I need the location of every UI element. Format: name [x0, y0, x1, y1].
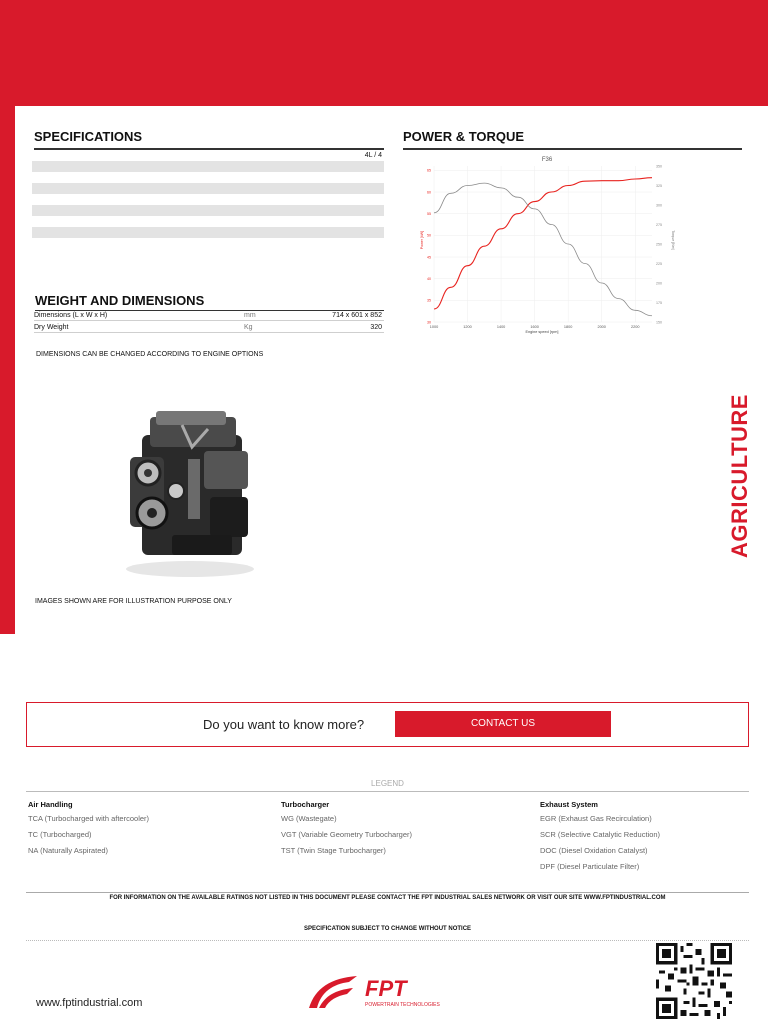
engine-image [112, 405, 262, 580]
agriculture-side-label: AGRICULTURE [727, 394, 752, 558]
legend-item: SCR (Selective Catalytic Reduction) [540, 830, 661, 839]
spec-row [32, 150, 384, 161]
dry-weight-unit: Kg [244, 324, 253, 331]
image-note: IMAGES SHOWN ARE FOR ILLUSTRATION PURPOSE ONLY [35, 598, 232, 605]
dimensions-value: 714 x 601 x 852 [332, 312, 382, 319]
y-right-tick-label: 250 [656, 242, 662, 247]
x-tick-label: 1400 [496, 325, 506, 329]
legend-heading: Air Handling [28, 800, 73, 809]
dry-weight-label: Dry Weight [34, 324, 69, 331]
legend-item: TST (Twin Stage Turbocharger) [281, 846, 386, 855]
y-left-tick-label: 35 [427, 298, 431, 303]
y-right-tick-label: 325 [656, 183, 662, 188]
legend-divider [26, 791, 749, 792]
legend-heading: Exhaust System [540, 800, 598, 809]
ratings-note: FOR INFORMATION ON THE AVAILABLE RATINGS NOT LISTED IN THIS DOCUMENT PLEASE CONTACT THE FPT INDUSTRIAL SALES NETWORK OR VISIT OUR SITE WWW.FPTINDUSTRIAL.COM [109, 895, 666, 901]
footer-dotted-divider [26, 940, 749, 941]
weight-dimensions-heading: WEIGHT AND DIMENSIONS [35, 293, 384, 311]
spec-row [32, 205, 384, 216]
y-axis-left-label: Power [kW] [420, 230, 424, 250]
y-axis-right-label: Torque [Nm] [671, 230, 675, 250]
y-right-tick-label: 150 [656, 320, 662, 325]
contact-us-button[interactable]: CONTACT US [395, 711, 611, 737]
dry-weight-row [34, 322, 384, 333]
y-left-tick-label: 60 [427, 190, 431, 195]
y-left-tick-label: 50 [427, 233, 431, 238]
footer-divider [26, 892, 749, 893]
y-right-tick-label: 350 [656, 164, 662, 169]
y-right-tick-label: 200 [656, 281, 662, 286]
spec-row [32, 161, 384, 172]
x-tick-label: 1000 [429, 325, 439, 329]
dimension-note: DIMENSIONS CAN BE CHANGED ACCORDING TO ENGINE OPTIONS [36, 351, 264, 358]
y-right-tick-label: 300 [656, 203, 662, 208]
x-tick-label: 1200 [463, 325, 472, 329]
legend-heading: Turbocharger [281, 800, 330, 809]
cta-box [26, 702, 749, 747]
y-right-tick-label: 225 [656, 261, 662, 266]
series-line-power [434, 178, 652, 309]
legend-item: DOC (Diesel Oxidation Catalyst) [540, 846, 648, 855]
series-line-torque [434, 183, 652, 316]
legend-air-handling [28, 800, 149, 862]
power-torque-heading: POWER & TORQUE [403, 129, 742, 150]
legend-item: DPF (Diesel Particulate Filter) [540, 862, 640, 871]
logo-wordmark: FPT [365, 976, 407, 1001]
spec-row [32, 216, 384, 227]
website-link[interactable]: www.fptindustrial.com [36, 997, 143, 1009]
y-right-tick-label: 275 [656, 222, 662, 227]
y-left-tick-label: 30 [427, 320, 431, 325]
spec-row [32, 172, 384, 183]
y-left-tick-label: 40 [427, 276, 431, 281]
y-right-tick-label: 175 [656, 300, 662, 305]
header-band [0, 0, 768, 106]
chart-lines [434, 178, 652, 316]
spec-row [32, 194, 384, 205]
qr-code[interactable] [656, 943, 732, 1019]
x-axis-label: Engine speed [rpm] [525, 330, 559, 334]
spec-value: 4L / 4 [364, 152, 382, 159]
dimensions-row [34, 310, 384, 321]
legend-item: TCA (Turbocharged with aftercooler) [28, 814, 150, 823]
power-torque-chart [420, 150, 675, 345]
chart-title: F36 [541, 157, 553, 163]
spec-change-note: SPECIFICATION SUBJECT TO CHANGE WITHOUT NOTICE [303, 926, 472, 932]
side-accent-bar [0, 106, 15, 634]
specifications-heading: SPECIFICATIONS [34, 129, 384, 150]
legend-item: EGR (Exhaust Gas Recirculation) [540, 814, 652, 823]
legend-turbocharger [281, 800, 412, 862]
x-tick-label: 2200 [631, 325, 640, 329]
legend-exhaust-system [540, 800, 660, 878]
cta-question: Do you want to know more? [203, 717, 365, 732]
legend-item: TC (Turbocharged) [28, 830, 92, 839]
dimensions-label: Dimensions (L x W x H) [34, 312, 108, 319]
dry-weight-value: 320 [370, 324, 382, 331]
fpt-logo [305, 972, 465, 1012]
legend-item: VGT (Variable Geometry Turbocharger) [281, 830, 413, 839]
x-tick-label: 1600 [530, 325, 539, 329]
spec-row [32, 227, 384, 238]
x-tick-label: 1800 [563, 325, 573, 329]
specifications-table [32, 150, 384, 238]
legend-title: LEGEND [371, 779, 404, 788]
legend-item: WG (Wastegate) [281, 814, 337, 823]
spec-row [32, 183, 384, 194]
y-left-tick-label: 45 [427, 255, 431, 260]
legend-item: NA (Naturally Aspirated) [28, 846, 109, 855]
dimensions-unit: mm [244, 312, 256, 319]
x-tick-label: 2000 [597, 325, 606, 329]
logo-tagline: POWERTRAIN TECHNOLOGIES [365, 1002, 440, 1008]
y-left-tick-label: 55 [427, 211, 431, 216]
y-left-tick-label: 65 [427, 168, 431, 173]
